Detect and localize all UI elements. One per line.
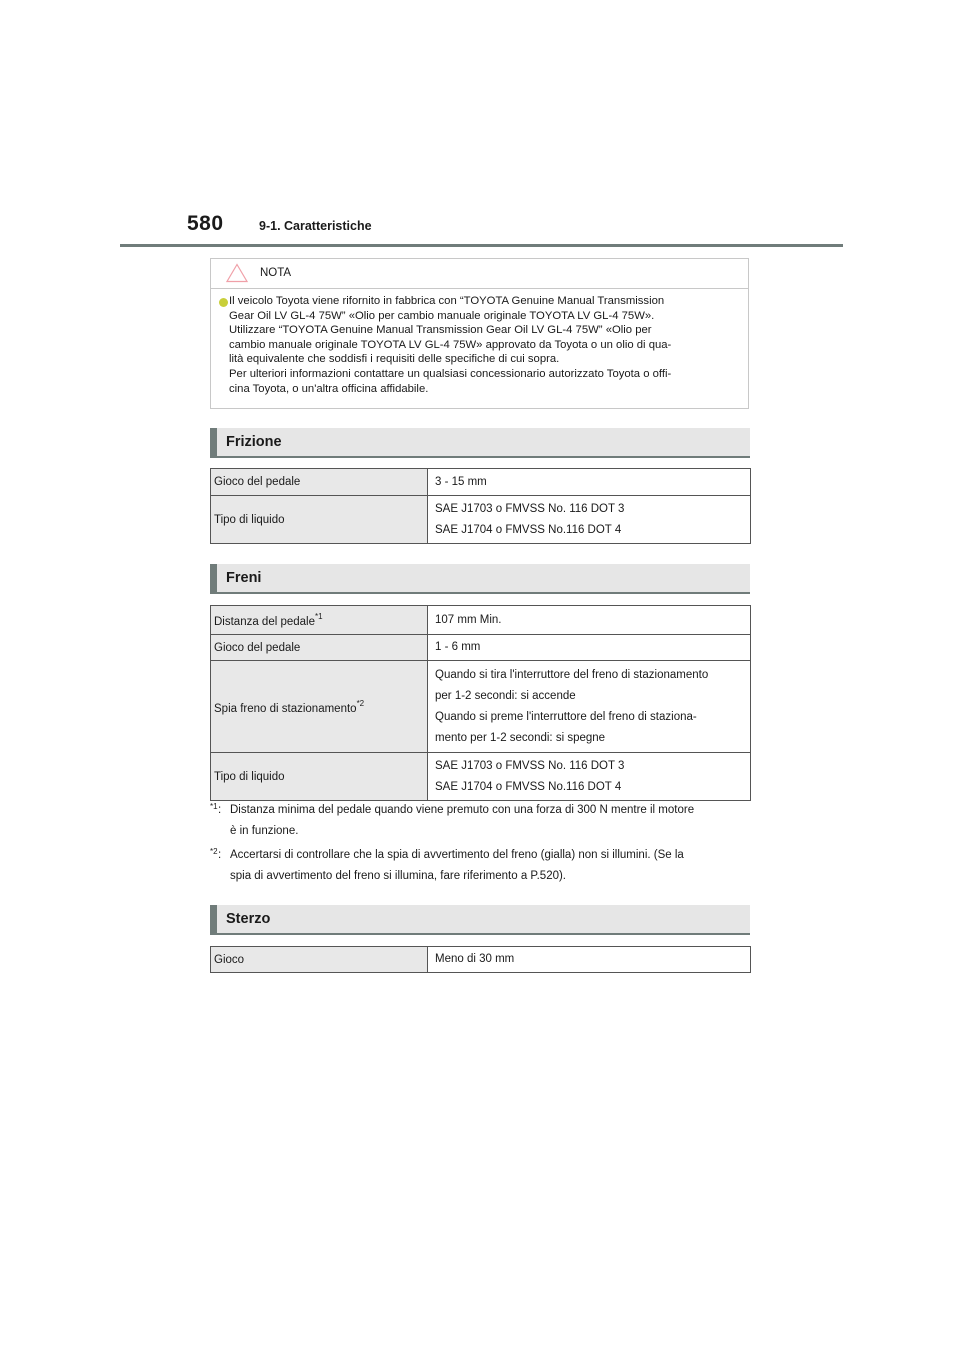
table-row	[211, 635, 751, 661]
footnote: *1 : Distanza minima del pedale quando viene premuto con una forza di 300 N mentre il motore è in funzione.	[210, 800, 755, 842]
row-value	[428, 661, 751, 753]
value-line: per 1-2 secondi: si accende	[435, 689, 576, 702]
bullet-icon	[219, 298, 228, 307]
nota-line: cina Toyota, o un'altra officina affidabile.	[229, 382, 429, 395]
chapter-title: 9-1. Caratteristiche	[259, 219, 372, 233]
row-label: Tipo di liquido	[211, 496, 428, 544]
footnote-ref: *1	[315, 612, 323, 621]
value-line: SAE J1704 o FMVSS No.116 DOT 4	[435, 523, 622, 536]
header-rule	[120, 244, 843, 247]
footnote: *2 : Accertarsi di controllare che la spia di avvertimento del freno (gialla) non si illumini. (Se la spia di avvertimento del freno si illumina, fare riferimento a P.520).	[210, 845, 755, 887]
nota-line: Gear Oil LV GL-4 75W” «Olio per cambio manuale originale TOYOTA LV GL-4 75W».	[229, 309, 655, 322]
footnote-mark: *1	[210, 802, 218, 811]
value-line: SAE J1703 o FMVSS No. 116 DOT 3	[435, 759, 625, 772]
value-line: Meno di 30 mm	[435, 953, 515, 965]
row-label: Gioco	[211, 947, 428, 973]
row-value	[428, 606, 751, 635]
value-line: 107 mm Min.	[435, 613, 502, 626]
row-value	[428, 947, 751, 973]
section-title: Sterzo	[226, 911, 271, 927]
section-title: Frizione	[226, 434, 282, 450]
footnote-ref: *2	[356, 698, 365, 708]
label-text: Distanza del pedale	[214, 616, 316, 628]
value-line: Quando si preme l'interruttore del freno di staziona-	[435, 710, 697, 723]
nota-line: Per ulteriori informazioni contattare un qualsiasi concessionario autorizzato Toyota o offi-	[229, 367, 672, 380]
nota-box	[210, 258, 749, 409]
value-line: Quando si tira l'interruttore del freno di stazionamento	[435, 668, 709, 681]
footnote-line: Accertarsi di controllare che la spia di avvertimento del freno (gialla) non si illumini. (Se la	[230, 849, 684, 861]
row-label	[211, 606, 428, 635]
table-row	[211, 753, 751, 801]
label-text: Spia freno di stazionamento	[214, 702, 357, 715]
table-row	[211, 947, 751, 973]
footnote-line: Distanza minima del pedale quando viene premuto con una forza di 300 N mentre il motore	[230, 804, 695, 816]
nota-line: Il veicolo Toyota viene rifornito in fabbrica con “TOYOTA Genuine Manual Transmission	[229, 295, 665, 307]
nota-text	[229, 294, 738, 396]
footnote-line: spia di avvertimento del freno si illumina, fare riferimento a P.520).	[230, 870, 567, 882]
nota-header	[211, 259, 748, 289]
section-heading-sterzo	[210, 905, 750, 935]
row-value	[428, 635, 751, 661]
value-line: mento per 1-2 secondi: si spegne	[435, 731, 606, 744]
section-heading-frizione	[210, 428, 750, 458]
footnote-line: è in funzione.	[230, 825, 299, 837]
nota-line: Utilizzare “TOYOTA Genuine Manual Transmission Gear Oil LV GL-4 75W” «Olio per	[229, 324, 652, 337]
value-line: 3 - 15 mm	[435, 475, 487, 488]
row-value	[428, 496, 751, 544]
table-row	[211, 606, 751, 635]
row-value	[428, 753, 751, 801]
footnotes	[210, 800, 755, 887]
section-heading-freni	[210, 564, 750, 594]
freni-table	[210, 605, 751, 801]
nota-line: lità equivalente che soddisfi i requisiti delle specifiche di cui sopra.	[229, 353, 560, 366]
frizione-table	[210, 468, 751, 544]
row-label: Gioco del pedale	[211, 635, 428, 661]
value-line: SAE J1703 o FMVSS No. 116 DOT 3	[435, 502, 625, 515]
nota-body	[211, 289, 748, 396]
nota-line: cambio manuale originale TOYOTA LV GL-4 75W» approvato da Toyota o un olio di qua-	[229, 338, 672, 351]
row-value	[428, 469, 751, 496]
page-number: 580	[187, 212, 224, 235]
nota-title: NOTA	[260, 267, 292, 279]
row-label: Gioco del pedale	[211, 469, 428, 496]
table-row	[211, 469, 751, 496]
table-row	[211, 661, 751, 753]
sterzo-table	[210, 946, 751, 973]
row-label	[211, 661, 428, 753]
warning-triangle-icon	[226, 263, 248, 283]
value-line: 1 - 6 mm	[435, 641, 481, 653]
table-row	[211, 496, 751, 544]
row-label: Tipo di liquido	[211, 753, 428, 801]
section-title: Freni	[226, 570, 262, 586]
value-line: SAE J1704 o FMVSS No.116 DOT 4	[435, 780, 622, 793]
footnote-mark: *2	[210, 847, 218, 856]
